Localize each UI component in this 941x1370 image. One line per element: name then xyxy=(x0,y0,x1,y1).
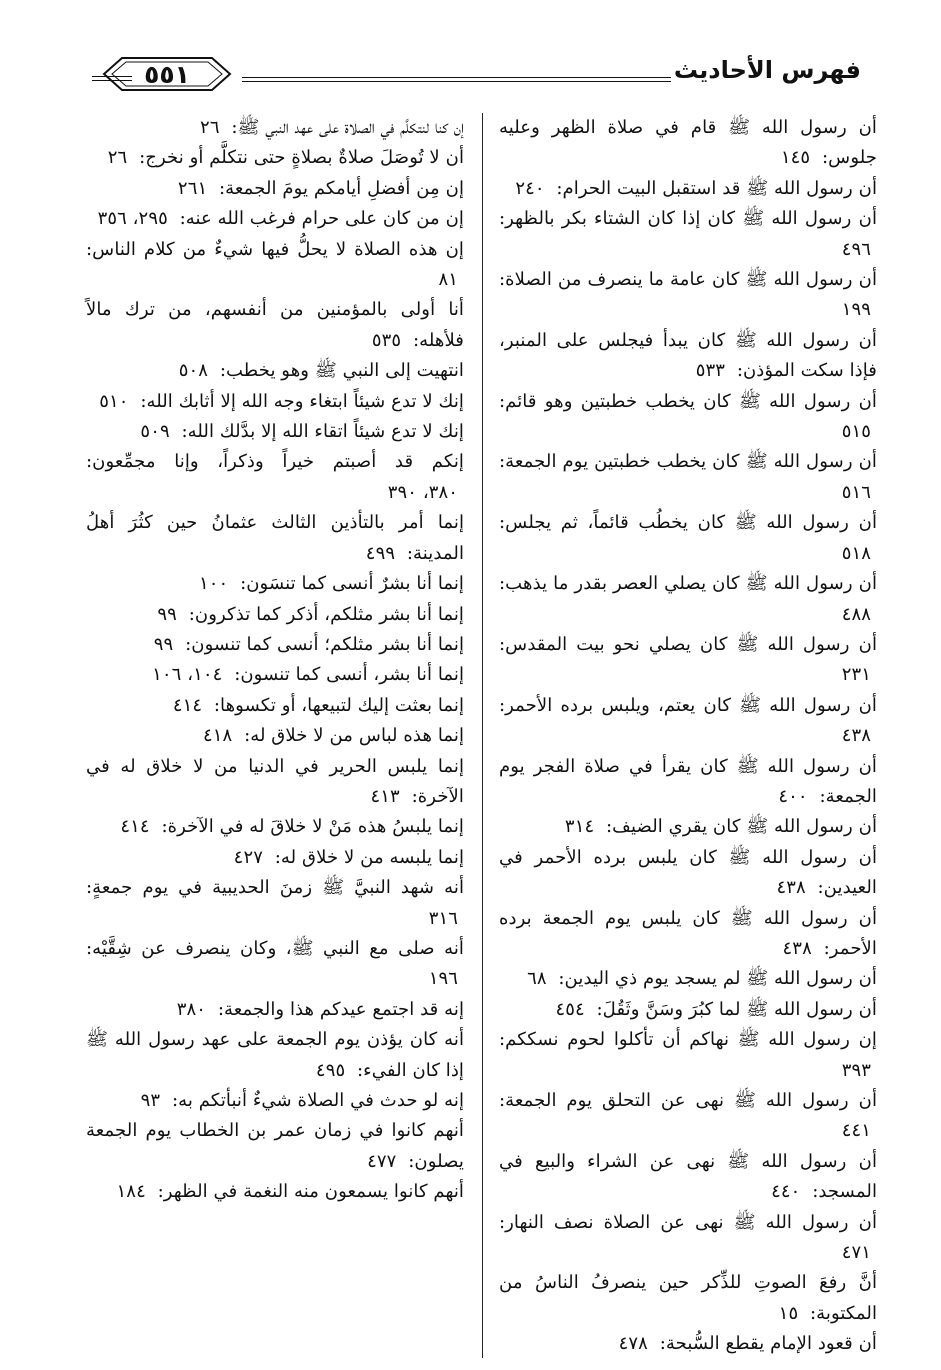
page-reference: ١٨٤ xyxy=(116,1181,146,1203)
hadith-index-entry xyxy=(499,1025,877,1086)
hadith-text: أن رسول الله ﷺ كان عامة ما ينصرف من الصلاة: xyxy=(499,269,877,291)
hadith-index-entry xyxy=(86,387,464,417)
hadith-text: إنما يلبسُ هذه مَنْ لا خلاقَ له في الآخرة: xyxy=(161,816,464,838)
hadith-index-entry xyxy=(86,295,464,356)
page-reference: ١٩٦ xyxy=(428,968,458,990)
page-reference: ٤١٨ xyxy=(203,725,233,747)
page-reference: ٤٣٨ xyxy=(841,725,871,747)
left-column xyxy=(86,113,464,1358)
hadith-index-entry xyxy=(86,508,464,569)
hadith-text: أن رسول الله ﷺ كان يقرأ في صلاة الفجر يوم الجمعة: xyxy=(499,755,877,807)
hadith-text: أن رسول الله ﷺ كان يخطُب قائماً، ثم يجلس: xyxy=(499,512,877,534)
hadith-text: أن رسول الله ﷺ كان يلبس يوم الجمعة برده الأحمر: xyxy=(499,907,877,959)
hadith-index-entry xyxy=(499,387,877,448)
page-reference: ٥٠٩ xyxy=(140,421,170,443)
page-reference: ٩٣ xyxy=(140,1090,161,1111)
hadith-index-entry xyxy=(499,569,877,630)
hadith-index-entry xyxy=(499,174,877,204)
page-reference: ١٩٩ xyxy=(841,299,871,321)
page-reference: ١٠٤، ١٠٦ xyxy=(152,664,223,686)
hadith-index-entry xyxy=(499,1147,877,1208)
page-reference: ٤٥٤ xyxy=(555,998,585,1020)
hadith-index-entry xyxy=(86,235,464,296)
page-reference: ٤٩٦ xyxy=(841,238,871,260)
page-number: ٥٥١ xyxy=(144,59,190,89)
page-reference: ٤٧٨ xyxy=(618,1333,648,1355)
hadith-index-entry xyxy=(86,417,464,447)
page-number-badge xyxy=(92,55,242,93)
header-rule-left xyxy=(92,80,132,81)
hadith-index-entry xyxy=(86,204,464,234)
hadith-index-entry xyxy=(499,812,877,842)
hadith-index-entry xyxy=(86,356,464,386)
hadith-index-entry xyxy=(499,508,877,569)
page-reference: ٤٩٥ xyxy=(315,1059,346,1081)
page-reference: ٤٢٧ xyxy=(233,846,263,868)
hadith-text: أن رسول الله ﷺ كان يخطب خطبتين يوم الجمعة: xyxy=(499,451,877,473)
hadith-text: أنه كان يؤذن يوم الجمعة على عهد رسول الله ﷺ إذا كان الفيء: xyxy=(86,1029,464,1081)
page-reference: ٣٩٣ xyxy=(841,1059,871,1081)
hadith-index-entry xyxy=(86,1116,464,1177)
hadith-index-entry xyxy=(86,569,464,599)
hadith-text: إنما أنا بشر، أنسى كما تنسون: xyxy=(234,664,464,686)
page-reference: ٤٤٠ xyxy=(771,1181,801,1203)
hadith-text: أن رسول الله ﷺ كان يخطب خطبتين وهو قائم: xyxy=(499,390,877,412)
page-reference: ٤٧٧ xyxy=(367,1150,397,1172)
hadith-text: إنه لو حدث في الصلاة شيءٌ أنبأتكم به: xyxy=(171,1090,464,1111)
page-reference: ٢٦١ xyxy=(177,177,208,199)
hadith-index-entry xyxy=(86,630,464,660)
page-reference: ٥١٠ xyxy=(99,390,129,412)
hadith-text: أن رسول الله ﷺ نهى عن الشراء والبيع في المسجد: xyxy=(499,1150,877,1203)
hadith-index-entry xyxy=(86,812,464,842)
hadith-index-entry xyxy=(499,964,877,994)
hadith-text: أن رسول الله ﷺ قام في صلاة الظهر وعليه جلوس: xyxy=(499,117,877,169)
page-reference: ١٤٥ xyxy=(780,147,811,169)
hadith-index-entry xyxy=(86,843,464,873)
hadith-text: أن رسول الله ﷺ كان يلبس برده الأحمر في العيدين: xyxy=(499,846,877,899)
hadith-text: إن هذه الصلاة لا يحلُّ فيها شيءٌ من كلام الناس: xyxy=(86,238,464,260)
hadith-index-entry xyxy=(86,447,464,508)
hadith-text: إنك لا تدع شيئاً اتقاء الله إلا بدَّلك الله: xyxy=(181,421,464,443)
page-reference: ١٥ xyxy=(778,1302,799,1324)
page-reference: ٤١٣ xyxy=(370,785,400,807)
header-rule xyxy=(242,77,671,78)
hadith-text: إنما أنا بشر مثلكم؛ أنسى كما تنسون: xyxy=(185,633,464,655)
header-rule-left xyxy=(92,76,132,77)
page-reference: ٤٤١ xyxy=(841,1120,871,1142)
page-reference: ٥٣٣ xyxy=(695,360,726,382)
page-reference: ٣٨٠ xyxy=(176,998,207,1020)
hadith-text: أن قعود الإمام يقطع السُّبحة: xyxy=(659,1333,877,1355)
hadith-index-entry xyxy=(499,1329,877,1359)
hadith-text: أن رسول الله ﷺ لما كبُرَ وسَنَّ وثَقُلَ: xyxy=(596,998,877,1020)
page-reference: ٥١٦ xyxy=(841,481,871,503)
page-reference: ٩٩ xyxy=(157,603,177,625)
hadith-index-entry xyxy=(86,113,464,143)
page-reference: ٤١٤ xyxy=(172,694,203,716)
hadith-index-entry xyxy=(499,447,877,508)
hadith-text: انتهيت إلى النبي ﷺ وهو يخطب: xyxy=(219,360,464,382)
page-reference: ٥٠٨ xyxy=(178,360,209,382)
hadith-text: أن رسول الله ﷺ كان إذا كان الشتاء بكر بالظهر: xyxy=(499,208,877,230)
page-reference: ٣٨٠، ٣٩٠ xyxy=(387,481,458,503)
hadith-index-entry xyxy=(86,174,464,204)
hadith-index-entry xyxy=(499,1086,877,1147)
page-reference: ٥١٥ xyxy=(841,421,871,443)
hadith-text: إنما أمر بالتأذين الثالث عثمانُ حين كثُرَ أهلُ المدينة: xyxy=(86,512,464,564)
page-reference: ٤٧١ xyxy=(841,1242,871,1264)
hadith-text: أن رسول الله ﷺ نهى عن الصلاة نصف النهار: xyxy=(499,1211,877,1233)
hadith-text: أن رسول الله ﷺ كان يعتم، ويلبس برده الأحمر: xyxy=(499,694,877,716)
page-reference: ٤٠٠ xyxy=(778,785,808,807)
page-reference: ١٠٠ xyxy=(198,573,229,595)
index-columns xyxy=(86,113,877,1358)
header-rule xyxy=(242,81,671,82)
hadith-index-entry xyxy=(499,326,877,387)
hadith-text: أن رسول الله ﷺ كان يبدأ فيجلس على المنبر، فإذا سكت المؤذن: xyxy=(499,329,877,382)
hadith-text: أن رسول الله ﷺ نهى عن التحلق يوم الجمعة: xyxy=(499,1090,877,1111)
hadith-text: إنه قد اجتمع عيدكم هذا والجمعة: xyxy=(217,998,464,1020)
hadith-index-entry xyxy=(499,904,877,965)
hadith-text: إن مِن أفضلِ أيامكم يومَ الجمعة: xyxy=(219,177,464,199)
page-reference: ٢٤٠ xyxy=(515,177,545,199)
hadith-text: أنهم كانوا في زمان عمر بن الخطاب يوم الجمعة يصلون: xyxy=(86,1120,464,1172)
hadith-text: إنك لا تدع شيئاً ابتغاء وجه الله إلا أثابك الله: xyxy=(140,390,464,412)
hadith-index-entry xyxy=(499,265,877,326)
hadith-text: أن رسول الله ﷺ قد استقبل البيت الحرام: xyxy=(556,177,877,199)
hadith-text: أن رسول الله ﷺ كان يقري الضيف: xyxy=(606,816,877,838)
page-reference: ٩٩ xyxy=(153,633,174,655)
hadith-index-entry xyxy=(499,1268,877,1329)
hadith-index-entry xyxy=(86,873,464,934)
page-reference: ٦٨ xyxy=(527,968,547,990)
hadith-index-entry xyxy=(86,1177,464,1207)
page-reference: ٢٩٥، ٣٥٦ xyxy=(97,208,168,230)
hadith-text: إنما هذه لباس من لا خلاق له: xyxy=(244,725,464,747)
hadith-text: إنما أنا بشر مثلكم، أذكر كما تذكرون: xyxy=(188,603,464,625)
hadith-text: إنما يلبس الحرير في الدنيا من لا خلاق له في الآخرة: xyxy=(86,755,464,807)
page-reference: ٤١٤ xyxy=(120,816,150,838)
hadith-index-entry xyxy=(86,995,464,1025)
page-reference: ٢٦ xyxy=(200,117,220,138)
hadith-text: أنه شهد النبيَّ ﷺ زمنَ الحديبية في يوم جمعةٍ: xyxy=(86,877,464,899)
hadith-text: أن رسول الله ﷺ كان يصلي نحو بيت المقدس: xyxy=(499,633,877,655)
hadith-text: أنهم كانوا يسمعون منه النغمة في الظهر: xyxy=(157,1181,464,1203)
page-reference: ٥١٨ xyxy=(841,542,871,564)
hadith-index-entry xyxy=(499,995,877,1025)
hadith-index-entry xyxy=(499,204,877,265)
hadith-text: أنا أولى بالمؤمنين من أنفسهم، من ترك مالاً فلأهله: xyxy=(86,299,464,351)
page-reference: ٤٩٩ xyxy=(365,542,396,564)
hadith-index-entry xyxy=(499,752,877,813)
hadith-index-entry xyxy=(86,1025,464,1086)
hadith-text: إنما أنا بشرٌ أنسى كما تنسَون: xyxy=(240,573,464,595)
hadith-text: إنكم قد أصبتم خيراً وذكراً، وإنا مجمِّعون: xyxy=(86,451,464,473)
hadith-index-entry xyxy=(499,1208,877,1269)
hadith-text: إن كنا لنتكلَّم في الصلاة على عهد النبي ﷺ: xyxy=(231,117,464,138)
hadith-index-entry xyxy=(499,630,877,691)
hadith-index-entry xyxy=(86,691,464,721)
right-column xyxy=(499,113,877,1358)
page-reference: ٢٦ xyxy=(107,147,128,169)
hadith-text: إنما بعثت إليك لتبيعها، أو تكسوها: xyxy=(213,694,464,716)
hadith-text: أنَّ رفعَ الصوتِ للذِّكر حين ينصرفُ الناسُ من المكتوبة: xyxy=(499,1272,877,1324)
hadith-text: إن رسول الله ﷺ نهاكم أن تأكلوا لحوم نسككم: xyxy=(499,1029,877,1051)
page-reference: ٤٣٨ xyxy=(782,937,812,959)
column-divider xyxy=(482,113,483,1358)
page-title: فهرس الأحاديث xyxy=(673,56,861,84)
hadith-text: إنما يلبسه من لا خلاق له: xyxy=(274,846,464,868)
hadith-text: أنه صلى مع النبي ﷺ، وكان ينصرف عن شِقَّيْه: xyxy=(86,937,464,959)
hadith-index-entry xyxy=(499,113,877,174)
page-reference: ٣١٦ xyxy=(428,907,458,929)
hadith-index-entry xyxy=(86,660,464,690)
hadith-text: أن رسول الله ﷺ لم يسجد يوم ذي اليدين: xyxy=(558,968,877,990)
page-reference: ٢٣١ xyxy=(841,664,871,686)
hadith-text: أن لا تُوصَلَ صلاةٌ بصلاةٍ حتى نتكلَّم أو نخرج: xyxy=(139,147,464,169)
hadith-index-entry xyxy=(86,721,464,751)
hadith-index-entry xyxy=(499,691,877,752)
hadith-index-entry xyxy=(499,843,877,904)
hadith-index-entry xyxy=(86,934,464,995)
page-reference: ٤٣٨ xyxy=(776,877,806,899)
hadith-text: إن من كان على حرام فرغب الله عنه: xyxy=(179,208,464,230)
hadith-index-entry xyxy=(86,600,464,630)
hadith-index-entry xyxy=(86,752,464,813)
page-reference: ٤٨٨ xyxy=(841,603,871,625)
page-reference: ٣١٤ xyxy=(564,816,595,838)
hadith-text: أن رسول الله ﷺ كان يصلي العصر بقدر ما يذهب: xyxy=(499,573,877,595)
hadith-index-entry xyxy=(86,143,464,173)
page-reference: ٨١ xyxy=(438,269,458,291)
page-header xyxy=(92,52,861,102)
page-reference: ٥٣٥ xyxy=(371,329,402,351)
hadith-index-entry xyxy=(86,1086,464,1116)
